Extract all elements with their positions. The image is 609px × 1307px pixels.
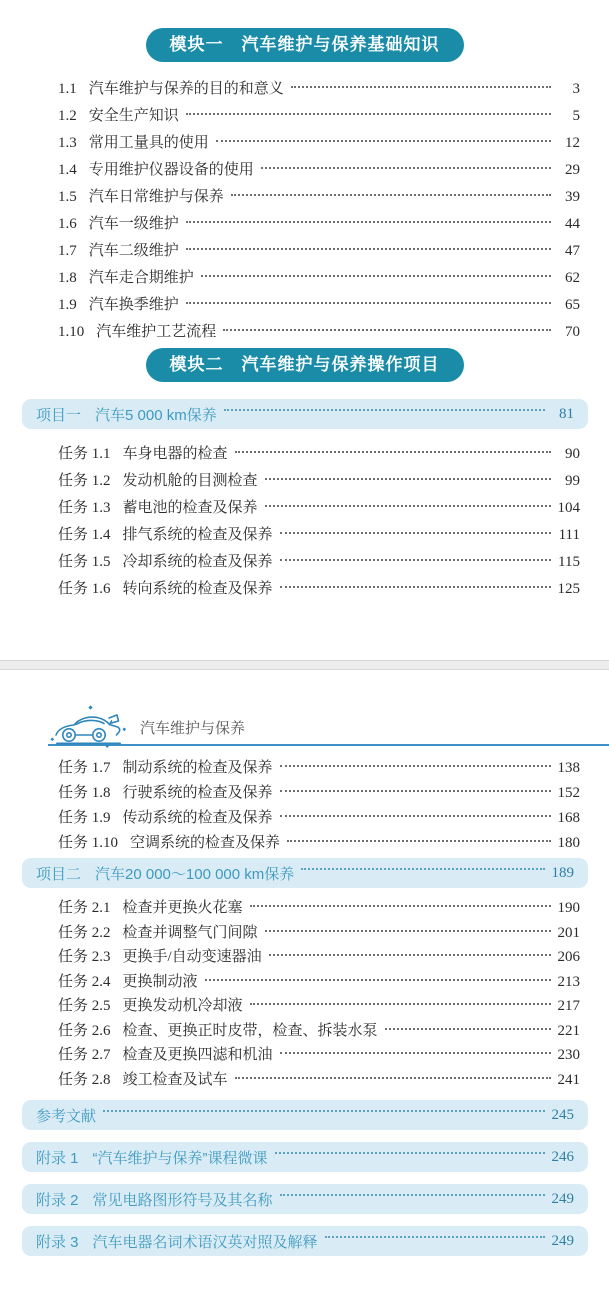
dotted-leader (280, 586, 551, 588)
entry-title: 检查、更换正时皮带，检查、拆装水泵 (122, 1022, 378, 1039)
dotted-leader (280, 532, 551, 534)
car-icon (48, 704, 132, 748)
entry-title: 更换制动液 (122, 973, 198, 990)
page-number: 44 (565, 216, 580, 232)
page-number: 168 (557, 810, 580, 826)
page-number: 201 (557, 924, 580, 941)
page-number: 5 (572, 108, 580, 124)
back-matter-bar[interactable] (22, 1226, 588, 1256)
page-number: 3 (572, 81, 580, 97)
toc-entry[interactable] (58, 292, 580, 319)
dotted-leader (201, 275, 551, 277)
toc-page-2 (0, 704, 609, 1307)
page-number: 138 (557, 760, 580, 776)
dotted-leader (280, 559, 551, 561)
dotted-leader (261, 167, 551, 169)
entry-number: 任务 1.6 (58, 581, 111, 597)
toc-entry[interactable] (58, 468, 580, 495)
back-matter-bar[interactable] (22, 1142, 588, 1172)
back-matter-bar[interactable] (22, 1184, 588, 1214)
toc-entry[interactable] (58, 495, 580, 522)
toc-entry[interactable] (58, 238, 580, 265)
dotted-leader (291, 86, 551, 88)
dotted-leader (275, 1152, 545, 1154)
entry-title: 蓄电池的检查及保养 (122, 500, 258, 516)
page-number: 221 (557, 1022, 580, 1039)
toc-entry[interactable] (58, 756, 580, 781)
entry-title: 传动系统的检查及保养 (122, 810, 273, 826)
dotted-leader (186, 302, 551, 304)
dotted-leader (250, 905, 551, 907)
entry-number: 任务 1.9 (58, 810, 111, 826)
page-break-divider (0, 660, 609, 670)
page-number: 249 (551, 1190, 574, 1207)
entry-title: 发动机舱的目测检查 (122, 473, 258, 489)
entry-number: 任务 2.6 (58, 1022, 111, 1039)
page-number: 111 (558, 527, 580, 543)
dotted-leader (301, 868, 544, 870)
dotted-leader (265, 930, 551, 932)
entry-title: 制动系统的检查及保养 (122, 760, 273, 776)
entry-title: 安全生产知识 (88, 108, 179, 124)
entry-title: 汽车二级维护 (88, 243, 179, 259)
dotted-leader (103, 1110, 544, 1112)
toc-entry[interactable] (58, 1019, 580, 1044)
entry-number: 任务 2.2 (58, 924, 111, 941)
toc-entry[interactable] (58, 549, 580, 576)
module1-section-list (58, 76, 580, 346)
entry-number: 1.9 (58, 297, 77, 313)
dotted-leader (385, 1028, 551, 1030)
entry-number: 1.4 (58, 162, 77, 178)
entry-title: 车身电器的检查 (122, 446, 228, 462)
toc-entry[interactable] (58, 831, 580, 856)
entry-number: 任务 1.10 (58, 835, 119, 851)
dotted-leader (235, 1077, 551, 1079)
module2-banner: 模块二 汽车维护与保养操作项目 (146, 348, 464, 382)
dotted-leader (287, 840, 550, 842)
entry-title: “汽车维护与保养”课程微课 (92, 1149, 268, 1167)
entry-number: 1.5 (58, 189, 77, 205)
page-number: 217 (557, 998, 580, 1014)
entry-title: 汽车维护与保养的目的和意义 (88, 81, 284, 97)
dotted-leader (235, 451, 551, 453)
toc-entry[interactable] (58, 130, 580, 157)
entry-number: 附录 2 (36, 1191, 79, 1209)
entry-number: 1.1 (58, 81, 77, 97)
back-matter-list (0, 1100, 609, 1268)
entry-number: 附录 1 (36, 1149, 79, 1167)
dotted-leader (223, 329, 551, 331)
page-number: 230 (557, 1047, 580, 1063)
entry-title: 空调系统的检查及保养 (130, 835, 281, 851)
toc-entry[interactable] (58, 265, 580, 292)
project-title: 汽车5 000 km保养 (95, 406, 217, 424)
entry-number: 1.3 (58, 135, 77, 151)
page-number: 39 (565, 189, 580, 205)
project-title: 汽车20 000～100 000 km保养 (95, 865, 295, 883)
dotted-leader (186, 248, 551, 250)
entry-number: 1.8 (58, 270, 77, 286)
toc-entry[interactable] (58, 945, 580, 970)
dotted-leader (250, 1003, 551, 1005)
page-number: 115 (558, 554, 580, 570)
page-number: 245 (551, 1106, 574, 1123)
entry-number: 任务 1.2 (58, 473, 111, 489)
module1-banner-row (0, 28, 609, 62)
entry-number: 任务 1.5 (58, 554, 111, 570)
project2-task-list (58, 896, 580, 1092)
entry-title: 汽车换季维护 (88, 297, 179, 313)
entry-number: 任务 1.8 (58, 785, 111, 801)
entry-number: 任务 2.7 (58, 1047, 111, 1063)
page-number: 70 (565, 324, 580, 340)
entry-title: 专用维护仪器设备的使用 (88, 162, 254, 178)
toc-entry[interactable] (58, 184, 580, 211)
entry-title: 排气系统的检查及保养 (122, 527, 273, 543)
page-number: 152 (557, 785, 580, 801)
toc-entry[interactable] (58, 576, 580, 603)
entry-title: 更换发动机冷却液 (122, 998, 243, 1014)
page-number: 104 (557, 500, 580, 516)
module2-banner-row (0, 348, 609, 382)
book-title: 汽车维护与保养 (140, 720, 246, 737)
entry-number: 1.7 (58, 243, 77, 259)
dotted-leader (186, 113, 551, 115)
page-number: 90 (565, 446, 580, 462)
toc-entry[interactable] (58, 970, 580, 995)
toc-entry[interactable] (58, 806, 580, 831)
entry-title: 常见电路图形符号及其名称 (92, 1191, 273, 1209)
dotted-leader (280, 1052, 551, 1054)
entry-title: 行驶系统的检查及保养 (122, 785, 273, 801)
entry-title: 检查并更换火花塞 (122, 900, 243, 916)
dotted-leader (265, 505, 551, 507)
entry-number: 任务 2.4 (58, 973, 111, 990)
entry-number: 任务 1.1 (58, 446, 111, 462)
project-number: 项目一 (36, 406, 82, 424)
dotted-leader (280, 790, 551, 792)
dotted-leader (265, 478, 551, 480)
entry-title: 常用工量具的使用 (88, 135, 209, 151)
dotted-leader (231, 194, 551, 196)
toc-entry[interactable] (58, 76, 580, 103)
entry-number: 任务 2.3 (58, 949, 111, 965)
page-number: 246 (551, 1148, 574, 1165)
entry-title: 汽车一级维护 (88, 216, 179, 232)
entry-number: 任务 1.4 (58, 527, 111, 543)
dotted-leader (280, 765, 551, 767)
toc-entry[interactable] (58, 1043, 580, 1068)
page-number: 189 (551, 864, 574, 881)
page-number: 206 (557, 949, 580, 965)
entry-number: 任务 1.7 (58, 760, 111, 776)
entry-title: 检查及更换四滤和机油 (122, 1047, 273, 1063)
project1-bar[interactable] (22, 399, 588, 429)
project1-task-list-continued (58, 756, 580, 856)
page-number: 213 (557, 973, 580, 990)
project1-task-list (58, 441, 580, 603)
entry-number: 任务 2.1 (58, 900, 111, 916)
toc-entry[interactable] (58, 157, 580, 184)
toc-entry[interactable] (58, 896, 580, 921)
dotted-leader (325, 1236, 545, 1238)
page-header (48, 704, 609, 746)
module1-banner: 模块一 汽车维护与保养基础知识 (146, 28, 464, 62)
page-number: 12 (565, 135, 580, 151)
entry-title: 汽车走合期维护 (88, 270, 194, 286)
page-number: 180 (557, 835, 580, 851)
entry-title: 检查并调整气门间隙 (122, 924, 258, 941)
toc-entry[interactable] (58, 1068, 580, 1093)
page-number: 62 (565, 270, 580, 286)
entry-title: 参考文献 (36, 1107, 97, 1125)
toc-entry[interactable] (58, 211, 580, 238)
entry-title: 转向系统的检查及保养 (122, 581, 273, 597)
toc-entry[interactable] (58, 103, 580, 130)
entry-number: 1.6 (58, 216, 77, 232)
entry-number: 附录 3 (36, 1233, 79, 1251)
toc-entry[interactable] (58, 781, 580, 806)
back-matter-bar[interactable] (22, 1100, 588, 1130)
entry-title: 汽车电器名词术语汉英对照及解释 (92, 1233, 318, 1251)
page-number: 125 (557, 581, 580, 597)
page-number: 249 (551, 1232, 574, 1249)
entry-title: 汽车日常维护与保养 (88, 189, 224, 205)
toc-entry[interactable] (58, 319, 580, 346)
toc-entry[interactable] (58, 994, 580, 1019)
dotted-leader (186, 221, 551, 223)
entry-number: 1.10 (58, 324, 85, 340)
dotted-leader (224, 409, 545, 411)
entry-title: 更换手/自动变速器油 (122, 949, 262, 965)
page-number: 47 (565, 243, 580, 259)
page-number: 190 (557, 900, 580, 916)
page-number: 241 (557, 1071, 580, 1088)
dotted-leader (216, 140, 551, 142)
toc-entry[interactable] (58, 522, 580, 549)
entry-title: 竣工检查及试车 (122, 1071, 228, 1088)
entry-title: 冷却系统的检查及保养 (122, 554, 273, 570)
dotted-leader (280, 1194, 545, 1196)
entry-number: 任务 1.3 (58, 500, 111, 516)
page-number: 81 (559, 405, 574, 422)
entry-number: 任务 2.5 (58, 998, 111, 1014)
dotted-leader (280, 815, 551, 817)
project2-bar[interactable] (22, 858, 588, 888)
page-number: 65 (565, 297, 580, 313)
entry-number: 任务 2.8 (58, 1071, 111, 1088)
dotted-leader (269, 954, 551, 956)
page-number: 29 (565, 162, 580, 178)
toc-entry[interactable] (58, 441, 580, 468)
toc-entry[interactable] (58, 921, 580, 946)
entry-title: 汽车维护工艺流程 (96, 324, 217, 340)
entry-number: 1.2 (58, 108, 77, 124)
page-number: 99 (565, 473, 580, 489)
dotted-leader (205, 979, 551, 981)
project-number: 项目二 (36, 865, 82, 883)
